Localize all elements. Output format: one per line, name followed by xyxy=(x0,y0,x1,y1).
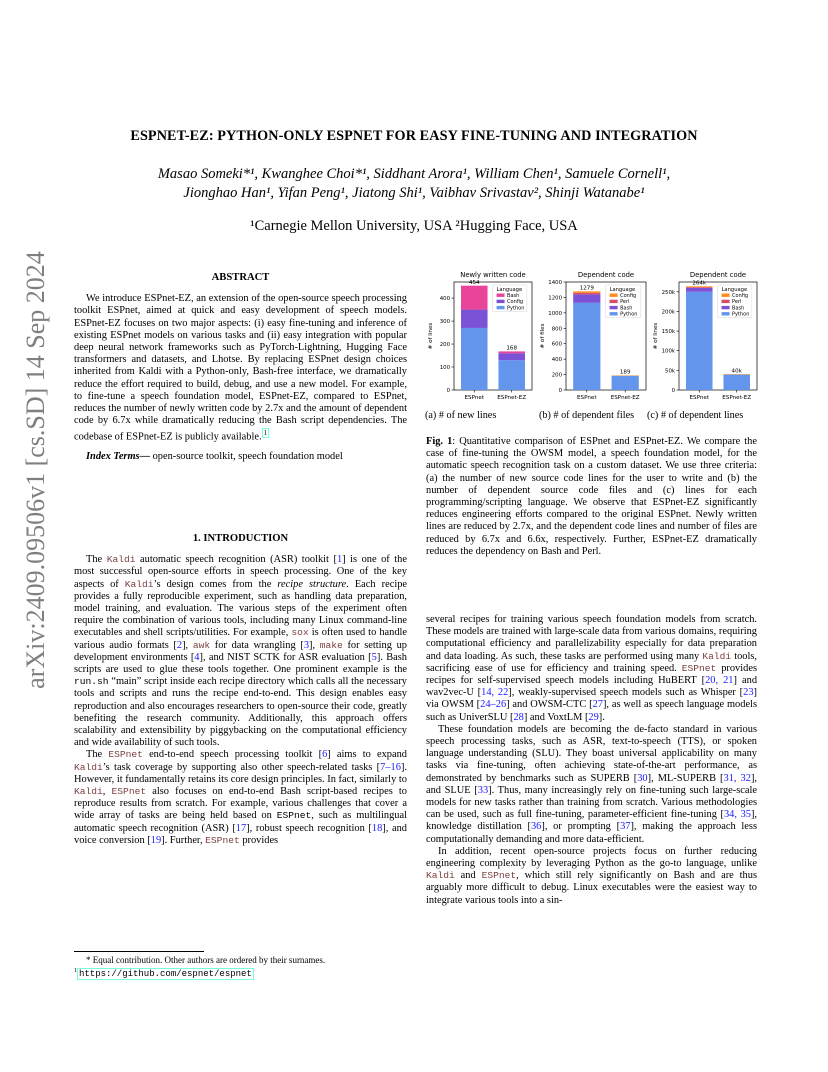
chart-2-ytick-label-3: 150k xyxy=(661,329,675,336)
chart-2-legend-label-1: Perl xyxy=(732,299,742,306)
chart-0-bar-0-config xyxy=(461,286,488,310)
chart-2-legend-swatch-2 xyxy=(722,306,730,309)
chart-1-xtick-label-1: ESPnet-EZ xyxy=(610,395,640,401)
chart-1-legend-label-2: Bash xyxy=(620,305,633,312)
chart-0-ytick-label-3: 300 xyxy=(439,319,450,326)
chart-0-xtick-label-1: ESPnet-EZ xyxy=(497,395,527,401)
chart-1-bar-0-bash xyxy=(573,294,600,302)
chart-2-legend-label-0: Config xyxy=(732,292,749,299)
chart-1-ytick-label-1: 200 xyxy=(551,372,562,379)
chart-1-legend-swatch-0 xyxy=(610,294,618,297)
chart-1-legend-title: Language xyxy=(609,287,636,293)
intro-continued xyxy=(426,614,757,907)
chart-2-legend-swatch-1 xyxy=(722,300,730,303)
chart-1-ytick-label-3: 600 xyxy=(551,341,562,348)
chart-0-legend-swatch-0 xyxy=(497,294,505,297)
chart-0-ytick-label-4: 400 xyxy=(439,296,450,303)
chart-1-bar-0-config xyxy=(573,291,600,292)
chart-0-xtick-label-0: ESPnet xyxy=(464,395,485,401)
chart-0-bar-1-config xyxy=(498,351,525,353)
chart-0-bar-1-python xyxy=(498,360,525,390)
chart-1-ytick-label-5: 1000 xyxy=(548,310,562,317)
chart-1-ytick-label-2: 400 xyxy=(551,357,562,364)
index-terms-text: open-source toolkit, speech foundation model xyxy=(150,451,343,463)
footnote-rule xyxy=(74,951,204,952)
intro-paragraph-1: The Kaldi automatic speech recognition (ASR) toolkit [1] is one of the most successful open-source efforts in speech processing. One of the key aspects of Kaldi’s design comes from the recipe structure. Each recipe provides a fully reproducible experiment, such as handling data preparation, model training, and evaluation. The various steps of the experiment often require the combination of various tools, including many Linux command-line executables and shell scripts/utilities. For example, sox is often used to handle various audio formats [2], awk for data wrangling [3], make for setting up development environments [4], and NIST SCTK for ASR evaluation [5]. Bash scripts are used to glue these tools together. One prominent example is the run.sh “main” script inside each recipe directory which calls all the necessary tools and scripts and runs the recipe end-to-end. This design enables easy reproduction and also encourages researchers to open-source their code, greatly benefiting the research community. Additionally, this approach offers scalability and extensibility by piggybacking on the computational efficiency and wide availability of such tools. xyxy=(74,554,408,749)
chart-2-total-1: 40k xyxy=(731,368,742,375)
chart-2-ylabel: # of lines xyxy=(653,322,659,350)
chart-1-total-0: 1279 xyxy=(579,285,594,292)
chart-0-bar-1-bash xyxy=(498,353,525,360)
chart-1-bar-0-python xyxy=(573,303,600,390)
chart-2-title: Dependent code xyxy=(689,271,747,279)
abstract-section xyxy=(74,272,407,463)
chart-2-legend-label-3: Python xyxy=(732,311,750,318)
figure-1-charts xyxy=(426,268,766,406)
chart-1-legend-label-1: Perl xyxy=(620,299,630,306)
footnote-url-line xyxy=(74,966,407,980)
abstract-text: We introduce ESPnet-EZ, an extension of the open-source speech processing toolkit ESPnet, aimed at quick and easy development of speech models. ESPnet-EZ focuses on two major aspects: (i) easy fine-tuning and inference of existing ESPnet models on various tasks and (ii) easy integration with popular deep neural network frameworks such as PyTorch-Lightning, Hugging Face transformers and datasets, and Lhotse. By replacing ESPnet design choices inherited from Kaldi with a Python-only, Bash-free interface, we dramatically reduce the effort required to build, debug, and use a new model. For example, to fine-tune a speech foundation model, ESPnet-EZ, compared to ESPnet, reduces the number of newly written code by 2.7x and the amount of dependent code by 6.7x while dramatically reducing the Bash script dependencies. The codebase of ESPnet-EZ is publicly available. xyxy=(74,293,407,443)
chart-0-legend-label-2: Python xyxy=(507,305,525,312)
chart-2-xtick-label-0: ESPnet xyxy=(689,395,710,401)
chart-0-total-0: 454 xyxy=(468,279,480,286)
index-terms-label: Index Terms— xyxy=(86,451,150,463)
chart-2-ytick-label-2: 100k xyxy=(661,348,675,355)
fig-caption-paragraph xyxy=(426,436,757,558)
chart-0-bar-0-python xyxy=(461,328,488,390)
chart-0-legend-swatch-2 xyxy=(497,306,505,309)
fig-label: Fig. 1 xyxy=(426,436,453,447)
chart-0-total-1: 168 xyxy=(506,345,518,352)
chart-1-ytick-label-7: 1400 xyxy=(548,280,562,286)
abstract-footnote-mark[interactable]: 1 xyxy=(263,429,268,438)
footnotes xyxy=(74,955,407,980)
chart-1-legend-swatch-1 xyxy=(610,300,618,303)
affiliations: ¹Carnegie Mellon University, USA ²Hugging Face, USA xyxy=(250,218,578,234)
arxiv-stamp xyxy=(6,240,66,700)
chart-2-bar-0-python xyxy=(686,292,713,390)
chart-1-legend-swatch-2 xyxy=(610,306,618,309)
chart-1-xtick-label-0: ESPnet xyxy=(577,395,597,401)
chart-2-legend-label-2: Bash xyxy=(732,305,745,312)
intro-paragraph-3: several recipes for training various speech foundation models from scratch. These models are trained with large-scale data from various domains, requiring computational efficiency and parallelizability especially for data preparation and data loading. As such, these tasks are performed using many Kaldi tools, sacrificing ease of use for efficiency and training speed. ESPnet provides recipes for self-supervised speech models including HuBERT [20, 21] and wav2vec-U [14, 22], weakly-supervised speech models such as Whisper [23] via OWSM [24–26] and OWSM-CTC [27], as well as speech language models such as UniverSLU [28] and VoxtLM [29]. xyxy=(426,614,758,723)
abstract-body xyxy=(74,293,407,444)
chart-1-legend-label-3: Python xyxy=(620,311,638,318)
authors-line-1: Masao Someki*¹, Kwanghee Choi*¹, Siddhant Arora¹, William Chen¹, Samuele Cornell¹, xyxy=(157,166,671,182)
chart-2-legend-title: Language xyxy=(721,287,748,293)
chart-2-ytick-label-0: 0 xyxy=(671,388,675,394)
chart-2-ytick-label-5: 250k xyxy=(661,289,675,296)
chart-1-bar-1-python xyxy=(612,376,639,390)
intro-paragraph-2: The ESPnet end-to-end speech processing toolkit [6] aims to expand Kaldi’s task coverage by supporting also other speech-related tasks [7–16]. However, it fundamentally retains its core design principles. In fact, similarly to Kaldi, ESPnet also focuses on end-to-end Bash script-based recipes to reproduce results from scratch. For example, various challenges that cover a wide array of tasks are being held based on ESPnet, such as multilingual automatic speech recognition (ASR) [17], robust speech recognition [18], and voice conversion [19]. Further, ESPnet provides xyxy=(74,749,407,846)
subcaption-a: (a) # of new lines xyxy=(425,410,497,421)
paper-title: ESPNET-EZ: PYTHON-ONLY ESPNET FOR EASY FINE-TUNING AND INTEGRATION xyxy=(130,128,698,144)
chart-1-ytick-label-0: 0 xyxy=(558,388,562,394)
figure-1-caption xyxy=(426,436,757,558)
chart-0-legend-title: Language xyxy=(496,287,523,293)
index-terms xyxy=(74,451,407,463)
chart-2-ytick-label-4: 200k xyxy=(661,309,675,316)
chart-2-xtick-label-1: ESPnet-EZ xyxy=(722,395,752,401)
abstract-heading: ABSTRACT xyxy=(211,272,270,283)
chart-0-bar-0-bash xyxy=(461,310,488,328)
author-list xyxy=(100,165,728,203)
subcaption-c: (c) # of dependent lines xyxy=(647,410,744,421)
chart-0-title: Newly written code xyxy=(460,271,526,279)
chart-1-ytick-label-6: 1200 xyxy=(548,295,562,302)
chart-1-legend-label-0: Config xyxy=(620,292,637,299)
chart-2-legend-swatch-0 xyxy=(722,294,730,297)
chart-0-legend-label-0: Bash xyxy=(507,292,520,299)
chart-2-total-0: 264k xyxy=(692,280,707,287)
authors-line-2: Jionghao Han¹, Yifan Peng¹, Jiatong Shi¹, Vaibhav Srivastav², Shinji Watanabe¹ xyxy=(183,185,645,201)
introduction-section xyxy=(74,533,407,847)
fig-caption-text: : Quantitative comparison of ESPnet and ESPnet-EZ. We compare the case of fine-tuning the OWSM model, a speech foundation model, for the automatic speech recognition task on a custom dataset. We use three criteria: (a) the number of new source code lines for the user to write and (b) the number of dependent source code files and (c) lines for each programming/scripting language. We observe that ESPnet-EZ significantly reduces engineering efforts compared to the original ESPnet. Newly written lines are reduced by 2.7x, and the dependent code lines and number of files are reduced by 6.7x and 6.6x, respectively. Further, ESPnet-EZ dramatically reduces the dependency on Bash and Perl. xyxy=(426,436,757,557)
chart-0-ytick-label-1: 100 xyxy=(439,365,450,372)
chart-1-legend-swatch-3 xyxy=(610,312,618,315)
chart-0-ytick-label-2: 200 xyxy=(439,342,450,349)
footnote-equal-contribution: * Equal contribution. Other authors are ordered by their surnames. xyxy=(86,955,326,965)
chart-2-legend-swatch-3 xyxy=(722,312,730,315)
chart-1-bar-0-perl xyxy=(573,293,600,295)
chart-0-legend-swatch-1 xyxy=(497,300,505,303)
chart-2-ytick-label-1: 50k xyxy=(665,368,675,375)
chart-0-ylabel: # of lines xyxy=(428,322,434,350)
intro-paragraph-5: In addition, recent open-source projects focus on further reducing engineering complexity by leveraging Python as the go-to language, unlike Kaldi and ESPnet, which still rely significantly on Bash and are thus arguably more difficult to debug. Linux executables were the easiest way to integrate various tools into a sin- xyxy=(426,845,757,906)
arxiv-id: arXiv:2409.09506v1 [cs.SD] 14 Sep 2024 xyxy=(21,251,50,689)
intro-paragraph-4: These foundation models are becoming the de-facto standard in various speech processing tasks, such as ASR, text-to-speech (TTS), or spoken language understanding (SLU). They boast universal applicability on many tasks via fine-tuning, often achieving state-of-the-art performance, as demonstrated by benchmarks such as SUPERB [30], ML-SUPERB [31, 32], and SLUE [33]. Thus, many increasingly rely on fine-tuning such large-scale models for new tasks rather than training from scratch. Various methodologies can be used, such as full fine-tuning, parameter-efficient fine-tuning [34, 35], knowledge distillation [36], or prompting [37], making the approach less computationally demanding and more data-efficient. xyxy=(426,723,758,845)
footnote-url-mark: 1 xyxy=(74,968,77,974)
footnote-url-link[interactable]: https://github.com/espnet/espnet xyxy=(79,969,252,979)
chart-1-total-1: 189 xyxy=(619,369,631,376)
chart-1-ylabel: # of files xyxy=(540,323,546,349)
chart-0-legend-label-1: Config xyxy=(507,299,524,306)
chart-2-bar-0-perl xyxy=(686,287,713,288)
chart-1-ytick-label-4: 800 xyxy=(551,326,562,333)
chart-2-bar-0-bash xyxy=(686,288,713,292)
intro-heading: 1. INTRODUCTION xyxy=(192,533,289,544)
chart-2-bar-1-python xyxy=(723,374,750,390)
chart-1-title: Dependent code xyxy=(577,271,635,279)
subcaption-b: (b) # of dependent files xyxy=(539,410,635,421)
figure-1 xyxy=(426,268,766,406)
chart-0-ytick-label-0: 0 xyxy=(446,388,450,394)
